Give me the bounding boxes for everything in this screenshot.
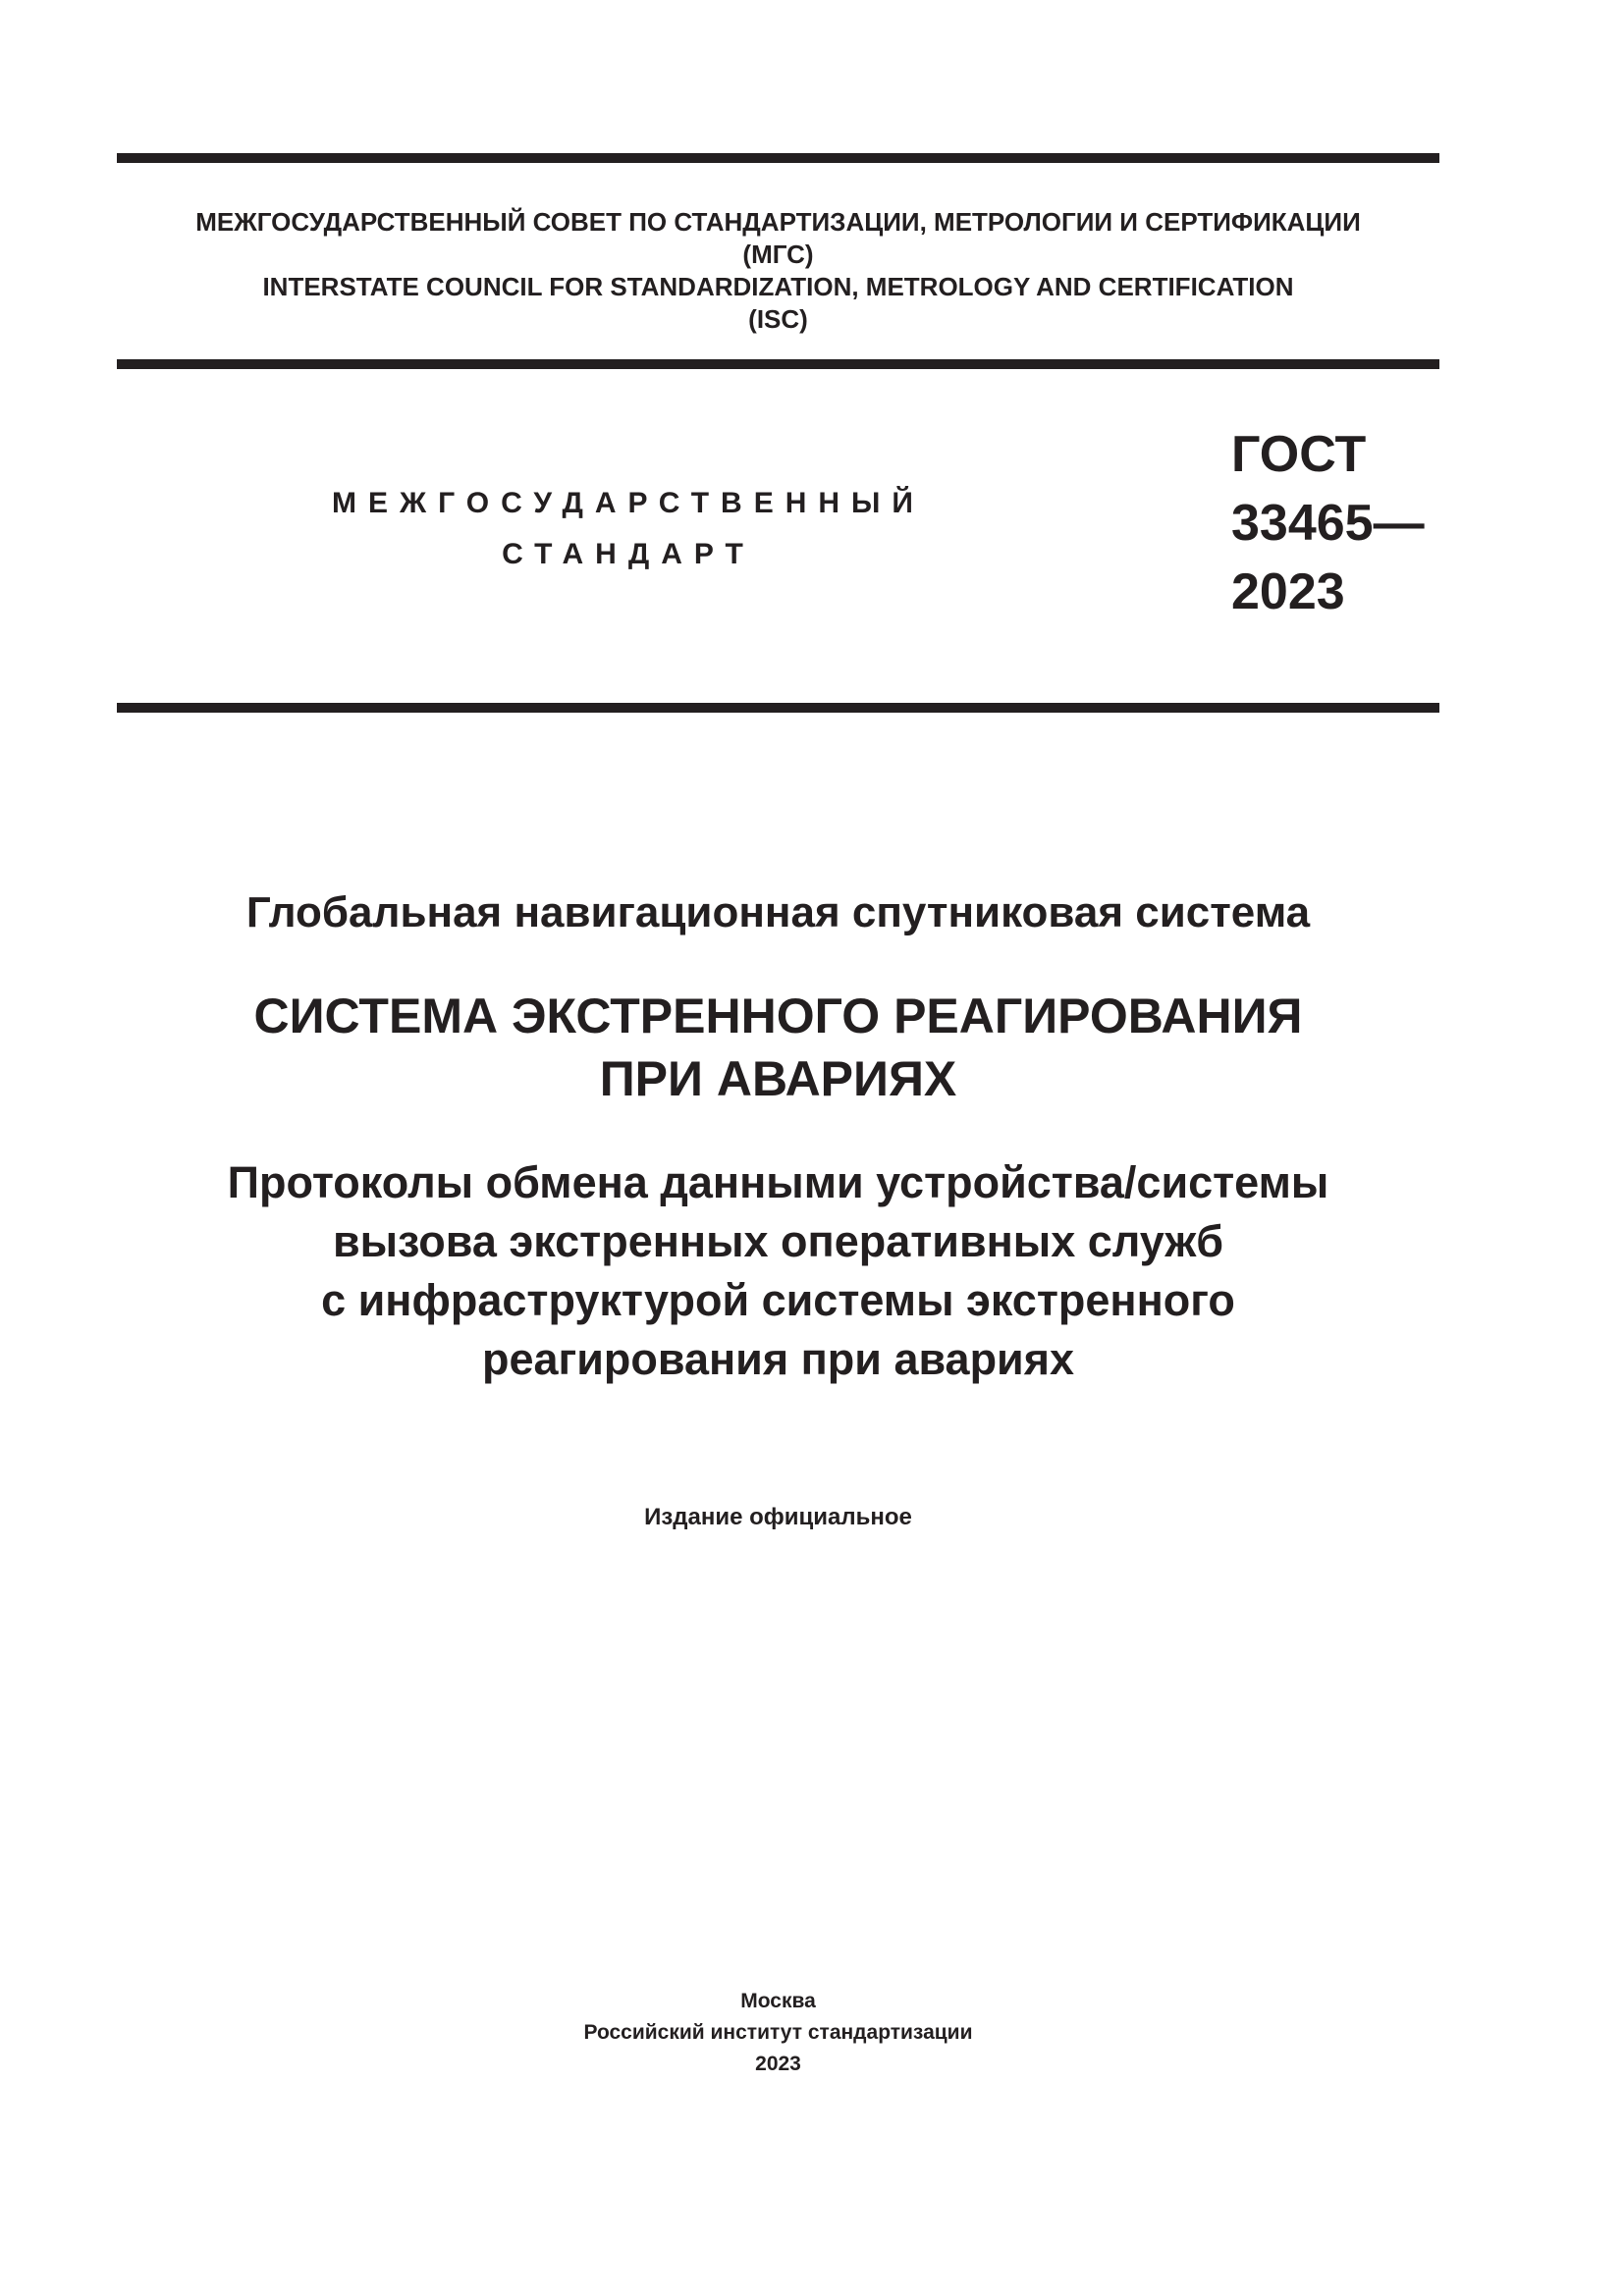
title-series-text: Глобальная навигационная спутниковая система (245, 888, 1311, 936)
top-rule (117, 153, 1439, 163)
imprint-year: 2023 (755, 2053, 801, 2075)
title-main-line2: ПРИ АВАРИЯХ (599, 1051, 957, 1106)
designation-number: 33465— (1231, 495, 1425, 552)
council-rule (117, 359, 1439, 369)
council-abbr-en: (ISC) (748, 304, 808, 334)
title-sub-line4: реагирования при авариях (481, 1334, 1075, 1384)
standard-kind (196, 478, 1060, 580)
title-sub-line3: с инфраструктурой системы экстренного (321, 1275, 1235, 1325)
imprint (117, 1986, 1439, 2080)
edition-note: Издание официальное (644, 1504, 912, 1530)
council-abbr-ru: (МГС) (742, 240, 814, 269)
standard-designation (1231, 420, 1425, 626)
council-name-en: INTERSTATE COUNCIL FOR STANDARDIZATION, METROLOGY AND CERTIFICATION (262, 272, 1294, 301)
title-series (117, 883, 1439, 942)
imprint-publisher: Российский институт стандартизации (583, 2021, 973, 2044)
standard-kind-line1: МЕЖГОСУДАРСТВЕННЫЙ (332, 487, 925, 519)
title-sub-line2: вызова экстренных оперативных служб (332, 1216, 1224, 1266)
title-main (117, 985, 1439, 1110)
council-header (117, 206, 1439, 336)
council-name-ru: МЕЖГОСУДАРСТВЕННЫЙ СОВЕТ ПО СТАНДАРТИЗАЦИИ, МЕТРОЛОГИИ И СЕРТИФИКАЦИИ (195, 207, 1361, 237)
imprint-city: Москва (740, 1990, 816, 2012)
title-subtitle (117, 1153, 1439, 1389)
designation-rule (117, 703, 1439, 713)
designation-year: 2023 (1231, 563, 1345, 620)
standard-kind-line2: СТАНДАРТ (502, 538, 755, 570)
title-sub-line1: Протоколы обмена данными устройства/системы (227, 1157, 1329, 1207)
designation-prefix: ГОСТ (1231, 426, 1367, 483)
title-main-line1: СИСТЕМА ЭКСТРЕННОГО РЕАГИРОВАНИЯ (253, 988, 1303, 1043)
